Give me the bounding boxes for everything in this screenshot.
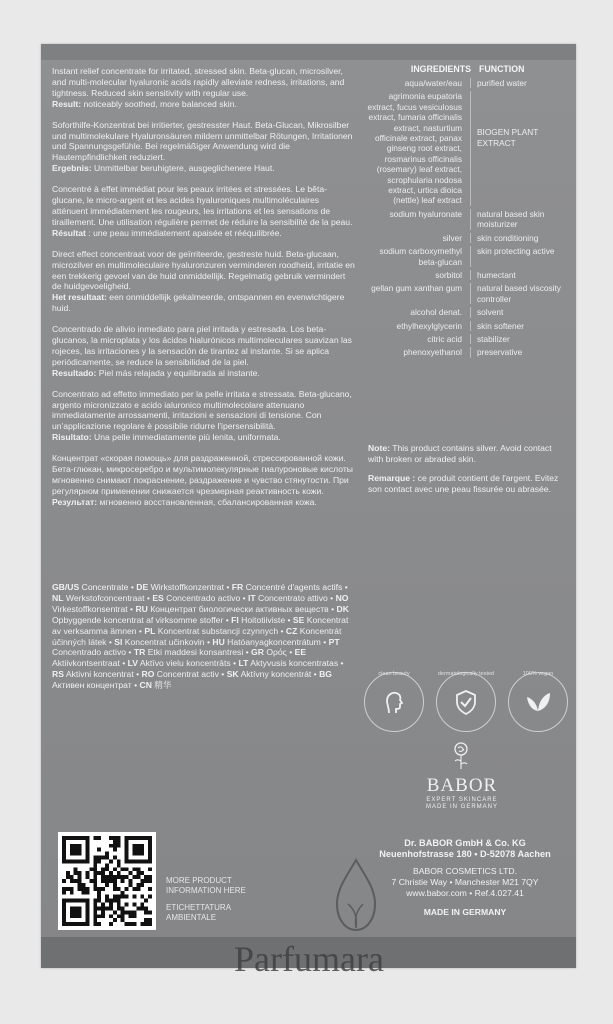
language-code: PL — [144, 625, 156, 636]
language-code: FR — [231, 582, 244, 592]
language-code: LV — [127, 658, 138, 669]
multilang-entry: RO Concentrat activ • — [141, 669, 227, 680]
multilang-entry: FR Concentré d'agents actifs • — [231, 582, 348, 592]
product-name-translation: Werkstofconcentraat — [65, 592, 145, 603]
ingredient-name: silver — [366, 233, 471, 243]
product-name-translation: Активен концентрат — [52, 680, 132, 691]
ingredient-name: agrimonia eupatoria extract, fucus vesiculosus extract, fumaria officinalis extract, nasturtium officinale extract, panax ginseng root extract, rosmarinus officinalis (rosemary) leaf extract, scrophularia nodosa extract, urtica dioica (nettle) leaf extract — [366, 91, 471, 205]
package-top-flap — [41, 44, 576, 60]
multilang-entry: ES Concentrado activo • — [152, 592, 249, 603]
description-it: Concentrato ad effetto immediato per la pelle irritata e stressata. Beta-glucano, argento micronizzato e acido ialuronico multimolecolare attenuano immediatamente arrossamenti, irritazioni e sensazioni di tensione. Con un'applicazione regolare è possibile ridurre l'ipersensibilità. Risultato: Una pelle immediatamente più lenita, uniformata. — [52, 388, 352, 443]
ingredient-function: preservative — [477, 347, 523, 358]
language-code: SI — [114, 636, 123, 647]
multilang-entry: HU Hatóanyagkoncentrátum • — [212, 636, 329, 647]
product-name-translation: Ορός — [266, 647, 287, 658]
multilang-entry: SE Koncentrat av verksamma ämnen • — [52, 614, 349, 636]
product-name-translation: Virkestoffkonsentrat — [52, 603, 128, 614]
vegan-badge: 100% vegan — [508, 672, 568, 732]
product-name-translation: Hatóanyagkoncentrátum — [227, 636, 321, 647]
language-code: GR — [251, 647, 264, 658]
multilang-entry: SI Koncentrat učinkovin • — [114, 636, 213, 647]
description-ru: Концентрат «скорая помощь» для раздраженной, стрессированной кожи. Бета-глюкан, микросеребро и мультимолекулярные гиалуроновые кислоты мгновенно снимают покраснение, раздражение и чувство стянутости. При регулярном применении снижается чрезмерная реактивность кожи. Результат: мгновенно восстановленная, сбалансированная кожа. — [52, 453, 353, 507]
watermark-drop-icon — [333, 858, 379, 944]
multilang-entry: GB/US Concentrate • — [52, 582, 137, 592]
multilang-entry: BG Активен концентрат • — [52, 669, 332, 691]
ingredient-name: phenoxyethanol — [366, 347, 471, 357]
language-code: FI — [231, 614, 239, 625]
dermatologically-tested-badge: dermatologically tested — [436, 672, 496, 732]
multilang-entry: EE Aktiivkontsentraat • — [52, 647, 307, 669]
company-address: Dr. BABOR GmbH & Co. KG Neuenhofstrasse 180 • D-52078 Aachen BABOR COSMETICS LTD. 7 Christie Way • Manchester M21 7QY www.babor.com • Ref.4.027.41 MADE IN GERMANY — [379, 838, 551, 917]
ingredient-row — [366, 347, 566, 357]
ingredient-function: skin softener — [477, 320, 525, 331]
product-name-translation: Etki maddesi konsantresi — [147, 647, 244, 658]
multilang-entry: NL Werkstofconcentraat • — [52, 592, 153, 603]
product-name-translation: Aktiivkontsentraat — [52, 658, 120, 669]
ingredient-name: alcohol denat. — [366, 307, 471, 317]
multilang-entry: DK Opbyggende koncentrat af virksomme stoffer • — [52, 603, 349, 625]
product-name-translation: Aktivni koncentrat — [65, 669, 134, 680]
language-code: NO — [335, 592, 349, 603]
qr-caption: MORE PRODUCT INFORMATION HERE ETICHETTATURA AMBIENTALE — [166, 876, 246, 922]
multilang-entry — [139, 680, 171, 690]
ingredient-row — [366, 78, 566, 88]
language-code: CN — [139, 680, 152, 691]
language-code: RS — [52, 669, 64, 680]
language-code: CZ — [285, 625, 298, 636]
multilang-entry: DE Wirkstoffkonzentrat • — [136, 582, 232, 592]
language-code: HU — [212, 636, 225, 647]
language-code: RU — [135, 603, 148, 614]
rose-logo-icon — [446, 740, 476, 770]
language-code: PT — [328, 636, 340, 647]
multilang-entry: RS Aktivni koncentrat • — [52, 669, 142, 680]
ingredient-row — [366, 91, 566, 205]
language-code: SK — [226, 669, 239, 680]
description-es: Concentrado de alivio inmediato para piel irritada y estresada. Los beta-glucanos, la microplata y los ácidos hialurónicos multimoleculares suavizan las rojeces, las irritaciones y la sensación de tirantez al instante. Si se aplica periódicamente, se reduce la sensibilidad de la piel. Resultado: Piel más relajada y equilibrada al instante. — [52, 324, 352, 378]
ingredient-row — [366, 233, 566, 243]
description-nl: Direct effect concentraat voor de geïrriteerde, gestreste huid. Beta-glucaan, microzilver en multimoleculaire hyaluronzuren verminderen roodheid, irritatie en een trekkerig gevoel van de huid onmiddellijk. Regelmatig gebruik vermindert de huidgevoeligheid. Het resultaat: een onmiddellijk gekalmeerde, ontspannen en evenwichtigere huid. — [52, 248, 355, 314]
language-code: EE — [294, 647, 307, 658]
language-code: TR — [133, 647, 146, 658]
shield-check-icon — [451, 687, 481, 717]
multilang-entry: TR Etki maddesi konsantresi • — [133, 647, 252, 658]
ingredient-function: humectant — [477, 269, 516, 280]
language-code: GB/US — [52, 582, 80, 592]
ingredients-header: INGREDIENTS FUNCTION — [410, 64, 525, 74]
multilang-entry: NO Virkestoffkonsentrat • — [52, 592, 349, 614]
multilang-entry: PL Koncentrat substancji czynnych • — [144, 625, 286, 636]
ingredient-name: sodium carboxymethyl beta-glucan — [366, 246, 471, 267]
multilanguage-names — [52, 582, 356, 691]
multilang-entry: IT Concentrato attivo • — [248, 592, 336, 603]
multilang-entry: RU Концентрат биологически активных веществ • — [135, 603, 337, 614]
multilang-entry: LT Aktyvusis koncentratas • — [238, 658, 344, 669]
product-descriptions — [52, 66, 356, 518]
ingredient-function: BIOGEN PLANT EXTRACT — [477, 127, 539, 148]
multilang-entry: SK Aktívny koncentrát • — [226, 669, 320, 680]
product-name-translation: Koncentrat av verksamma ämnen — [52, 614, 349, 636]
babor-logo: BABOR EXPERT SKINCARE MADE IN GERMANY — [425, 775, 498, 810]
leaves-icon — [523, 687, 553, 717]
ingredient-function: skin protecting active — [477, 246, 555, 257]
product-name-translation: Opbyggende koncentrat af virksomme stoffer — [52, 614, 224, 625]
description-de: Soforthilfe-Konzentrat bei irritierter, gestresster Haut. Beta-Glucan, Mikrosilber und multimolekulare Hyaluronsäuren mildern unmittelbar Rötungen, Irritationen und Spannungsgefühle. Bei regelmäßiger Anwendung wird die Hautempfindlichkeit reduziert. Ergebnis: Unmittelbar beruhigtere, ausgeglichenere Haut. — [52, 119, 353, 174]
ingredient-name: sorbitol — [366, 270, 471, 280]
ingredient-row — [366, 270, 566, 280]
clean-beauty-badge: clean beauty — [364, 672, 424, 732]
ingredient-function: natural based skin moisturizer — [477, 208, 545, 230]
multilang-entry: GR Ορός • — [251, 647, 295, 658]
product-name-translation: Aktyvusis koncentratas — [250, 658, 339, 669]
product-name-translation: Concentrato attivo — [258, 592, 328, 603]
watermark-text: Parfumara — [234, 939, 384, 979]
ingredient-name: sodium hyaluronate — [366, 209, 471, 230]
silver-note: Note: This product contains silver. Avoid contact with broken or abraded skin. Remarque : ce produit contient de l'argent. Evitez son contact avec une peau fissurée ou abrasée. — [368, 443, 559, 494]
product-name-translation: Concentrado activo — [166, 592, 241, 603]
ingredient-name: ethylhexylglycerin — [366, 321, 471, 331]
ingredient-name: gellan gum xanthan gum — [366, 283, 471, 304]
ingredient-function: stabilizer — [477, 333, 510, 344]
product-name-translation: Aktívny koncentrát — [240, 669, 312, 680]
product-name-translation: Koncentrat substancji czynnych — [157, 625, 279, 636]
product-name-translation: Wirkstoffkonzentrat — [150, 582, 224, 592]
language-code: IT — [248, 592, 256, 603]
ingredient-row — [366, 321, 566, 331]
ingredient-function: solvent — [477, 307, 504, 318]
multilang-entry: PT Concentrado activo • — [52, 636, 340, 658]
ingredient-row — [366, 334, 566, 344]
product-name-translation: Concentré d'agents actifs — [245, 582, 343, 592]
product-name-translation: Koncentrát účinných látek — [52, 625, 342, 647]
language-code: RO — [141, 669, 155, 680]
description-en: Instant relief concentrate for irritated, stressed skin. Beta-glucan, microsilver, and multi-molecular hyaluronic acids rapidly alleviate redness, irritations, and tightness. Reduced skin sensitivity with regular use. Result: noticeably soothed, more balanced skin. — [52, 66, 345, 109]
product-name-translation: Concentrat activ — [156, 669, 219, 680]
qr-code[interactable] — [58, 832, 156, 930]
language-code: SE — [292, 614, 305, 625]
language-code: ES — [152, 592, 164, 603]
language-code: NL — [52, 592, 64, 603]
product-name-translation: Hoitotiiviste — [241, 614, 286, 625]
multilang-entry: FI Hoitotiiviste • — [231, 614, 293, 625]
ingredient-name: aqua/water/eau — [366, 78, 471, 88]
product-name-translation: Concentrate — [81, 582, 129, 592]
language-code: BG — [319, 669, 332, 680]
ingredient-row — [366, 307, 566, 317]
multilang-entry: LV Aktīvo vielu koncentrāts • — [127, 658, 239, 669]
ingredient-function: natural based viscosity controller — [477, 283, 561, 304]
ingredient-name: citric acid — [366, 334, 471, 344]
language-code: LT — [238, 658, 249, 669]
product-name-translation: 精华 — [154, 680, 172, 691]
product-name-translation: Aktīvo vielu koncentrāts — [139, 658, 231, 669]
ingredient-row — [366, 246, 566, 267]
ingredients-table — [366, 64, 566, 361]
description-fr: Concentré à effet immédiat pour les peaux irritées et stressées. Le bêta-glucane, le micro-argent et les acides hyaluroniques multimoléculaires atténuent immédiatement les rougeurs, les irritations et les sensations de tiraillement. Une utilisation régulière permet de réduire la sensibilité de la peau. Résultat : une peau immédiatement apaisée et rééquilibrée. — [52, 184, 353, 238]
ingredient-row — [366, 209, 566, 230]
product-name-translation: Koncentrat učinkovin — [124, 636, 205, 647]
ingredient-function: skin conditioning — [477, 232, 539, 243]
language-code: DK — [336, 603, 349, 614]
certification-badges — [364, 672, 568, 732]
face-profile-icon — [379, 687, 409, 717]
ingredient-row — [366, 283, 566, 304]
multilang-entry: CZ Koncentrát účinných látek • — [52, 625, 342, 647]
product-name-translation: Концентрат биологически активных веществ — [150, 603, 329, 614]
language-code: DE — [136, 582, 149, 592]
product-name-translation: Concentrado activo — [52, 647, 127, 658]
ingredient-function: purified water — [477, 78, 527, 88]
